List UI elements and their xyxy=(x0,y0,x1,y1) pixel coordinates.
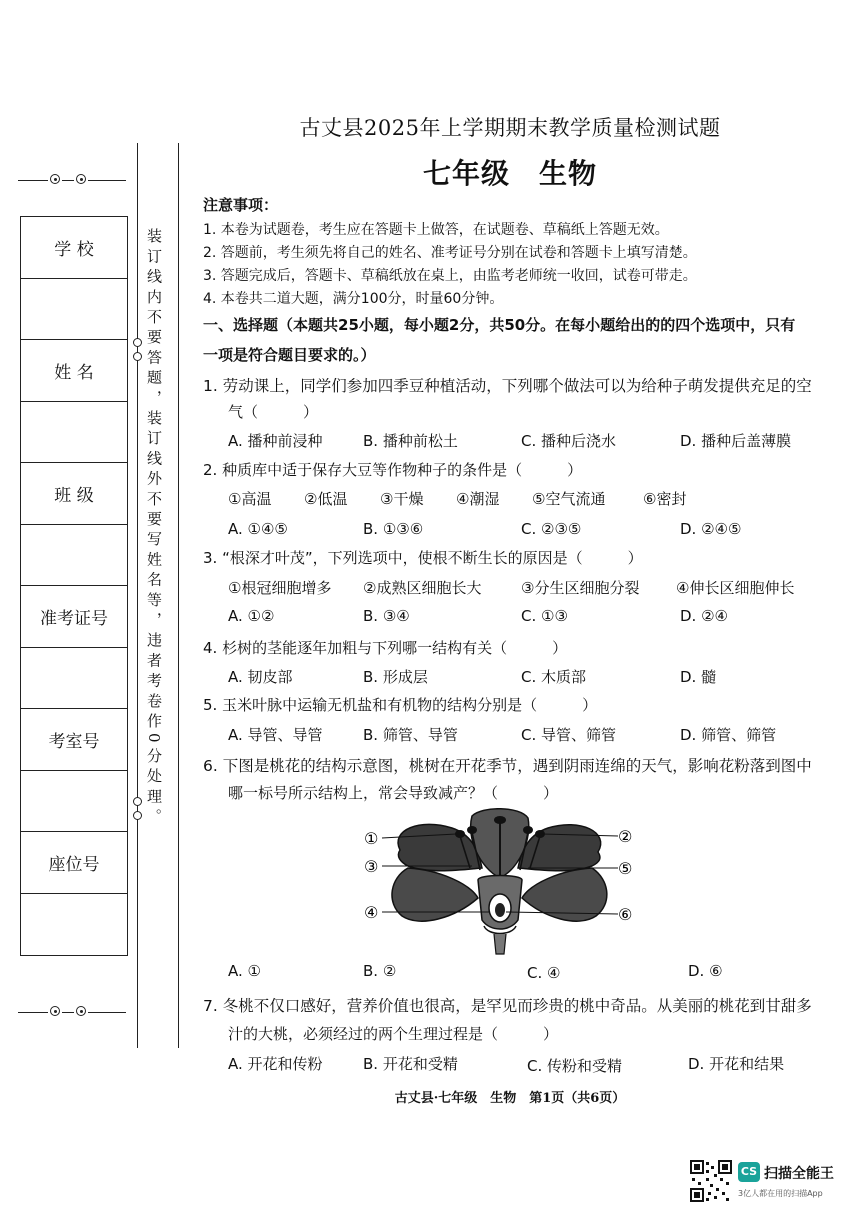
section-heading: 一、选择题（本题共25小题，每小题2分，共50分。在每小题给出的的四个选项中，只有 xyxy=(203,316,796,334)
binding-ring xyxy=(133,797,142,806)
diagram-label: ② xyxy=(618,827,633,846)
question-3-stem: 3. “根深才叶茂”，下列选项中，使根不断生长的原因是（ ） xyxy=(203,549,643,567)
q4-option-b[interactable]: B. 形成层 xyxy=(363,668,428,686)
question-1-stem-cont: 气（ ） xyxy=(228,403,319,421)
question-7-stem: 7. 冬桃不仅口感好，营养价值也很高，是罕见而珍贵的桃中奇品。从美丽的桃花到甘甜多 xyxy=(203,997,812,1015)
q6-option-a[interactable]: A. ① xyxy=(228,962,261,980)
q2-item: ⑤空气流通 xyxy=(532,490,606,508)
note-item: 3. 答题完成后，答题卡、草稿纸放在桌上，由监考老师统一收回，试卷可带走。 xyxy=(203,268,697,284)
note-item: 2. 答题前，考生须先将自己的姓名、准考证号分别在试卷和答题卡上填写清楚。 xyxy=(203,245,697,261)
q1-option-d[interactable]: D. 播种后盖薄膜 xyxy=(680,432,792,450)
school-label: 学 校 xyxy=(21,217,127,279)
q6-option-b[interactable]: B. ② xyxy=(363,962,397,980)
scanner-brand: 扫描全能王 xyxy=(764,1166,834,1182)
q3-item: ②成熟区细胞长大 xyxy=(363,579,482,597)
binding-ring xyxy=(133,338,142,347)
binding-line-right xyxy=(178,143,179,1048)
question-5-stem: 5. 玉米叶脉中运输无机盐和有机物的结构分别是（ ） xyxy=(203,696,598,714)
q1-option-c[interactable]: C. 播种后浇水 xyxy=(521,432,617,450)
qr-code-icon xyxy=(690,1160,732,1202)
q2-item: ③干燥 xyxy=(380,490,424,508)
q7-option-c[interactable]: C. 传粉和受精 xyxy=(527,1057,623,1075)
note-item: 4. 本卷共二道大题，满分100分，时量60分钟。 xyxy=(203,291,504,307)
q2-option-d[interactable]: D. ②④⑤ xyxy=(680,520,742,538)
exam-subtitle: 七年级 生物 xyxy=(422,157,597,190)
student-info-table xyxy=(20,216,128,956)
q3-option-b[interactable]: B. ③④ xyxy=(363,607,410,625)
q2-option-a[interactable]: A. ①④⑤ xyxy=(228,520,288,538)
q3-option-a[interactable]: A. ①② xyxy=(228,607,275,625)
binding-ring xyxy=(133,811,142,820)
binding-notice: 装订线内不要答题，装订线外不要写姓名等，违者考卷作0分处理。 xyxy=(145,228,163,829)
q4-option-d[interactable]: D. 髓 xyxy=(680,668,717,686)
diagram-label: ① xyxy=(364,829,379,848)
q7-option-d[interactable]: D. 开花和结果 xyxy=(688,1055,785,1073)
exam-number-field[interactable] xyxy=(21,648,127,710)
class-field[interactable] xyxy=(21,525,127,587)
name-label: 姓 名 xyxy=(21,340,127,402)
peach-flower-diagram xyxy=(360,808,640,958)
scanner-badge-icon: CS xyxy=(738,1162,760,1182)
diagram-label: ③ xyxy=(364,857,379,876)
q2-item: ④潮湿 xyxy=(456,490,500,508)
diagram-label: ⑤ xyxy=(618,859,633,878)
q1-option-a[interactable]: A. 播种前浸种 xyxy=(228,432,323,450)
binding-line-left xyxy=(137,143,138,1048)
question-2-stem: 2. 种质库中适于保存大豆等作物种子的条件是（ ） xyxy=(203,461,583,479)
scanner-tagline: 3亿人都在用的扫描App xyxy=(738,1189,823,1198)
bottom-ornament xyxy=(18,1006,126,1018)
class-label: 班 级 xyxy=(21,463,127,525)
question-4-stem: 4. 杉树的茎能逐年加粗与下列哪一结构有关（ ） xyxy=(203,639,568,657)
q5-option-c[interactable]: C. 导管、筛管 xyxy=(521,726,617,744)
q3-item: ③分生区细胞分裂 xyxy=(521,579,640,597)
q5-option-a[interactable]: A. 导管、导管 xyxy=(228,726,323,744)
question-6-stem: 6. 下图是桃花的结构示意图，桃树在开花季节，遇到阴雨连绵的天气，影响花粉落到图中 xyxy=(203,757,812,775)
name-field[interactable] xyxy=(21,402,127,464)
question-1-stem: 1. 劳动课上，同学们参加四季豆种植活动，下列哪个做法可以为给种子萌发提供充足的空 xyxy=(203,377,812,395)
q3-option-d[interactable]: D. ②④ xyxy=(680,607,728,625)
q6-option-d[interactable]: D. ⑥ xyxy=(688,962,723,980)
school-field[interactable] xyxy=(21,279,127,341)
q1-option-b[interactable]: B. 播种前松土 xyxy=(363,432,458,450)
seat-number-field[interactable] xyxy=(21,894,127,956)
binding-ring xyxy=(133,352,142,361)
notes-heading: 注意事项： xyxy=(203,196,279,214)
q7-option-a[interactable]: A. 开花和传粉 xyxy=(228,1055,323,1073)
q5-option-b[interactable]: B. 筛管、导管 xyxy=(363,726,458,744)
question-7-stem-cont: 汁的大桃，必须经过的两个生理过程是（ ） xyxy=(228,1025,559,1043)
q3-option-c[interactable]: C. ①③ xyxy=(521,607,568,625)
seat-number-label: 座位号 xyxy=(21,832,127,894)
q4-option-a[interactable]: A. 韧皮部 xyxy=(228,668,293,686)
q2-option-b[interactable]: B. ①③⑥ xyxy=(363,520,424,538)
page-footer: 古丈县·七年级 生物 第1页（共6页） xyxy=(394,1091,626,1106)
q3-item: ④伸长区细胞伸长 xyxy=(676,579,795,597)
q7-option-b[interactable]: B. 开花和受精 xyxy=(363,1055,458,1073)
exam-room-field[interactable] xyxy=(21,771,127,833)
exam-title: 古丈县2025年上学期期末教学质量检测试题 xyxy=(299,116,721,140)
q2-item: ⑥密封 xyxy=(643,490,687,508)
diagram-label: ⑥ xyxy=(618,905,633,924)
q4-option-c[interactable]: C. 木质部 xyxy=(521,668,587,686)
exam-number-label: 准考证号 xyxy=(21,586,127,648)
section-heading-cont: 一项是符合题目要求的。） xyxy=(203,346,376,364)
q2-item: ②低温 xyxy=(304,490,348,508)
q3-item: ①根冠细胞增多 xyxy=(228,579,332,597)
question-6-stem-cont: 哪一标号所示结构上，常会导致减产？（ ） xyxy=(228,784,559,802)
diagram-label: ④ xyxy=(364,903,379,922)
q5-option-d[interactable]: D. 筛管、筛管 xyxy=(680,726,777,744)
q6-option-c[interactable]: C. ④ xyxy=(527,964,561,982)
q2-item: ①高温 xyxy=(228,490,272,508)
note-item: 1. 本卷为试题卷，考生应在答题卡上做答，在试题卷、草稿纸上答题无效。 xyxy=(203,222,669,238)
q2-option-c[interactable]: C. ②③⑤ xyxy=(521,520,582,538)
exam-room-label: 考室号 xyxy=(21,709,127,771)
top-ornament xyxy=(18,174,126,186)
